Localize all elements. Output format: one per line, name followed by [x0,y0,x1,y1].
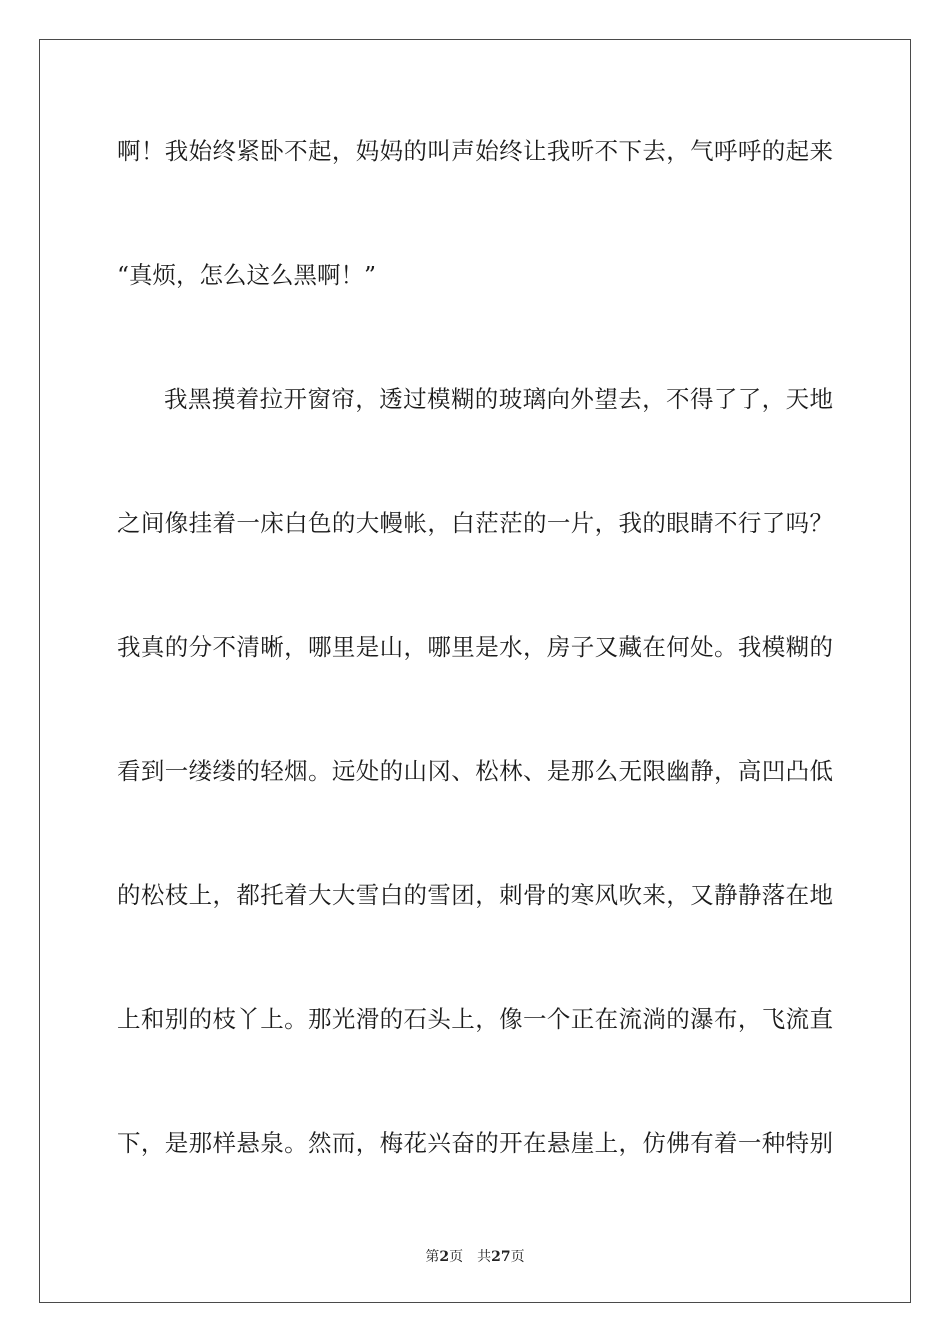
page-footer [0,1248,950,1266]
text-line-6: 看到一缕缕的轻烟。远处的山冈、松林、是那么无限幽静，高凹凸低 [117,757,833,785]
total-page-count: 27 [491,1249,511,1265]
current-page-number: 2 [439,1249,450,1265]
text-line-7: 的松枝上，都托着大大雪白的雪团，刺骨的寒风吹来，又静静落在地 [117,881,833,909]
total-prefix: 共 [477,1249,492,1265]
text-line-4: 之间像挂着一床白色的大幔帐，白茫茫的一片，我的眼睛不行了吗？ [117,509,833,537]
page-border [39,39,911,1303]
page-suffix: 页 [449,1249,464,1265]
text-line-9: 下，是那样悬泉。然而，梅花兴奋的开在悬崖上，仿佛有着一种特别 [117,1129,833,1157]
total-suffix: 页 [510,1249,525,1265]
text-line-1: 啊！我始终紧卧不起，妈妈的叫声始终让我听不下去，气呼呼的起来 [117,137,833,165]
text-line-2: “真烦，怎么这么黑啊！” [117,261,377,289]
page-prefix: 第 [425,1249,440,1265]
text-line-8: 上和别的枝丫上。那光滑的石头上，像一个正在流淌的瀑布，飞流直 [117,1005,833,1033]
text-line-5: 我真的分不清晰，哪里是山，哪里是水，房子又藏在何处。我模糊的 [117,633,833,661]
text-line-3: 我黑摸着拉开窗帘，透过模糊的玻璃向外望去，不得了了，天地 [164,385,833,413]
